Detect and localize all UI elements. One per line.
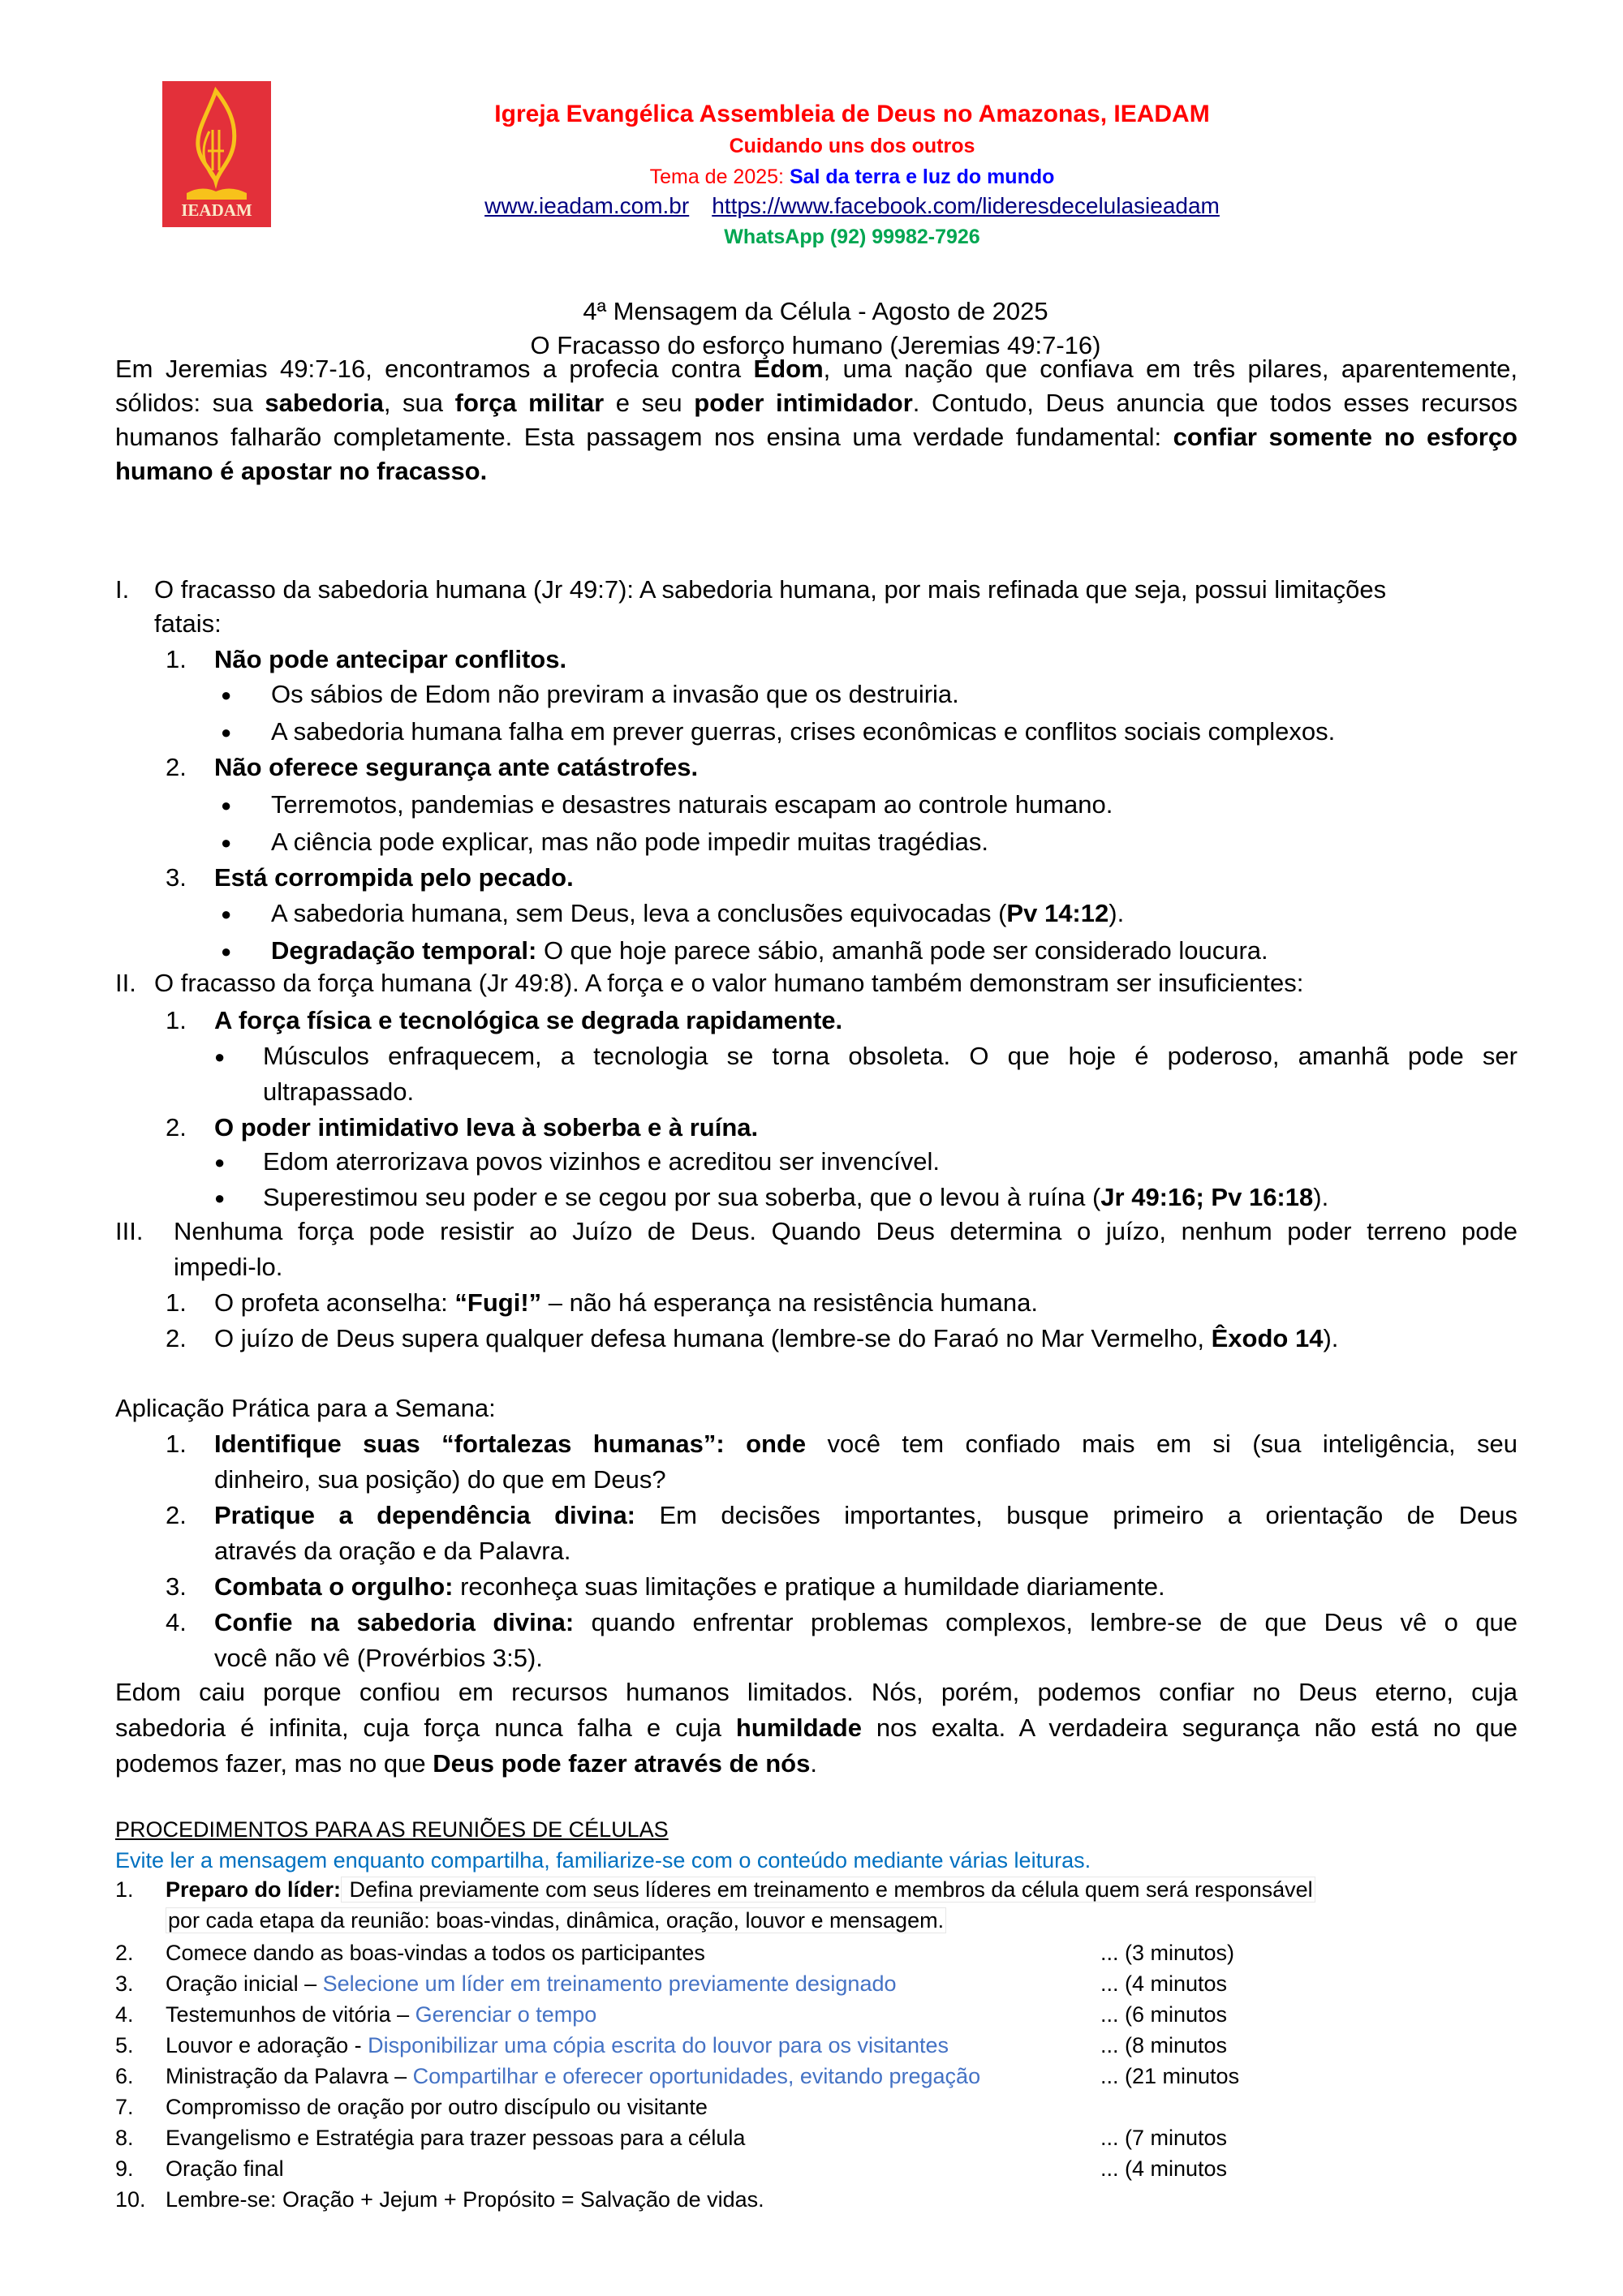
proc-10-number: 10.: [115, 2187, 146, 2212]
conclusion-l1: Edom caiu porque confiou em recursos humanos limitados. Nós, porém, podemos confiar no Deus eterno, cuja: [115, 1678, 1518, 1706]
proc-text: Evangelismo e Estratégia para trazer pessoas para a célula: [166, 2126, 746, 2150]
bullet-end: ).: [1109, 899, 1125, 927]
intro-text: [115, 352, 1518, 488]
bullet-icon: ●: [221, 722, 232, 742]
proc-bold: Preparo do líder:: [166, 1877, 342, 1902]
s3-item-1-text: [214, 1288, 1038, 1318]
message-subtitle: O Fracasso do esforço humano (Jeremias 49:7-16): [530, 331, 1101, 359]
proc-9-text: [166, 2156, 284, 2182]
s1-item-3-bullet-1: [271, 899, 1124, 928]
proc-guidance: Compartilhar e oferecer oportunidades, evitando pregação: [412, 2064, 981, 2088]
section-1-text-l1: O fracasso da sabedoria humana (Jr 49:7): A sabedoria humana, por mais refinada que seja, possui limitações: [154, 575, 1387, 604]
proc-10-text: [166, 2187, 764, 2212]
s2-item-2-title: O poder intimidativo leva à soberba e à ruína.: [214, 1113, 759, 1142]
proc-guidance: Selecione um líder em treinamento previamente designado: [322, 1971, 897, 1996]
bullet-ref: Pv 14:12: [1006, 899, 1109, 927]
bullet-icon: ●: [221, 941, 232, 961]
conclusion-l3: [115, 1749, 817, 1778]
conclusion-text: nos exalta. A verdadeira segurança não está no que: [861, 1713, 1518, 1742]
bullet-text: Superestimou seu poder e se cegou por sua soberba, que o levou à ruína (: [263, 1183, 1101, 1211]
church-name: Igreja Evangélica Assembleia de Deus no Amazonas, IEADAM: [494, 101, 1210, 127]
bullet-icon: ●: [214, 1152, 226, 1172]
message-title: 4ª Mensagem da Célula - Agosto de 2025: [583, 297, 1048, 325]
item-text: O juízo de Deus supera qualquer defesa humana (lembre-se do Faraó no Mar Vermelho,: [214, 1324, 1212, 1352]
s1-item-3-bullet-2: [271, 936, 1268, 965]
website-link[interactable]: www.ieadam.com.br: [484, 193, 690, 218]
s1-item-2-number: 2.: [166, 753, 187, 781]
s1-item-2-bullet-1: Terremotos, pandemias e desastres naturais escapam ao controle humano.: [271, 790, 1113, 819]
intro-bold-conclusion: confiar somente no esforço humano é apostar no fracasso.: [115, 423, 1518, 485]
app-item-bold: Pratique a dependência divina:: [214, 1501, 636, 1529]
conclusion-text: sabedoria é infinita, cuja força nunca falha e cuja: [115, 1713, 736, 1742]
section-1-number: I.: [115, 575, 130, 604]
s1-item-1-bullet-2: A sabedoria humana falha em prever guerras, crises econômicas e conflitos sociais complexos.: [271, 717, 1336, 746]
facebook-link[interactable]: https://www.facebook.com/lideresdecelulasieadam: [712, 193, 1220, 218]
s1-item-1-title: Não pode antecipar conflitos.: [214, 645, 567, 673]
procedures-note: Evite ler a mensagem enquanto compartilha, familiarize-se com o conteúdo mediante várias leituras.: [115, 1848, 1091, 1872]
s2-item-1-bullet-l1: Músculos enfraquecem, a tecnologia se torna obsoleta. O que hoje é poderoso, amanhã pode ser: [263, 1042, 1518, 1070]
s1-item-1-bullet-1: Os sábios de Edom não previram a invasão que os destruiria.: [271, 680, 959, 708]
app-item-2-number: 2.: [166, 1501, 187, 1529]
proc-6-text: [166, 2064, 980, 2089]
app-item-bold: Combata o orgulho:: [214, 1572, 454, 1601]
s1-item-1-number: 1.: [166, 645, 187, 673]
s3-item-1-number: 1.: [166, 1288, 187, 1317]
theme-value: Sal da terra e luz do mundo: [789, 166, 1055, 188]
proc-text: Ministração da Palavra –: [166, 2064, 413, 2088]
intro-text-3: , sua: [383, 389, 455, 417]
proc-4-text: [166, 2002, 596, 2027]
conclusion-bold: Deus pode fazer através de nós: [433, 1749, 811, 1778]
proc-3-number: 3.: [115, 1971, 134, 1996]
s2-item-2-number: 2.: [166, 1113, 187, 1142]
proc-8-number: 8.: [115, 2126, 134, 2150]
proc-9-number: 9.: [115, 2156, 134, 2181]
proc-6-number: 6.: [115, 2064, 134, 2088]
app-item-4-number: 4.: [166, 1608, 187, 1636]
proc-text: Testemunhos de vitória –: [166, 2002, 415, 2027]
logo-text: IEADAM: [181, 200, 252, 220]
app-item-text: você tem confiado mais em si (sua inteligência, seu: [806, 1430, 1518, 1458]
app-item-1-l1: [214, 1430, 1518, 1459]
proc-1-text-l2: [166, 1908, 946, 1933]
section-3-text-l2: impedi-lo.: [174, 1253, 283, 1281]
whatsapp-contact: WhatsApp (92) 99982-7926: [724, 226, 980, 248]
theme-line: [276, 166, 1428, 189]
intro-bold-poder: poder intimidador: [694, 389, 913, 417]
links-line: [276, 193, 1428, 219]
item-bold: Êxodo 14: [1211, 1324, 1324, 1352]
ieadam-logo: [162, 81, 271, 227]
app-item-bold: Confie na sabedoria divina:: [214, 1608, 575, 1636]
app-item-2-l1: [214, 1501, 1518, 1530]
application-heading: Aplicação Prática para a Semana:: [115, 1394, 496, 1422]
bullet-bold: Degradação temporal:: [271, 936, 537, 965]
proc-3-time: ... (4 minutos: [1100, 1971, 1228, 1996]
conclusion-text: .: [810, 1749, 817, 1778]
section-3-number: III.: [115, 1217, 144, 1245]
s2-item-2-bullet-2: [263, 1183, 1328, 1212]
church-motto: Cuidando uns dos outros: [729, 135, 975, 157]
proc-text: Lembre-se: Oração + Jejum + Propósito = Salvação de vidas.: [166, 2187, 764, 2212]
s2-item-1-title: A força física e tecnológica se degrada rapidamente.: [214, 1006, 843, 1034]
bullet-icon: ●: [214, 1047, 226, 1067]
item-end: – não há esperança na resistência humana.: [541, 1288, 1038, 1317]
proc-5-number: 5.: [115, 2033, 134, 2057]
s3-item-2-text: [214, 1324, 1338, 1353]
proc-guidance: Disponibilizar uma cópia escrita do louvor para os visitantes: [368, 2033, 949, 2057]
s1-item-3-title: Está corrompida pelo pecado.: [214, 863, 574, 892]
proc-text: Defina previamente com seus líderes em treinamento e membros da célula quem será responsável: [341, 1877, 1315, 1903]
s2-item-1-number: 1.: [166, 1006, 187, 1034]
proc-7-number: 7.: [115, 2095, 134, 2119]
proc-4-number: 4.: [115, 2002, 134, 2027]
s2-item-1-bullet-l2: ultrapassado.: [263, 1077, 415, 1106]
app-item-4-l1: [214, 1608, 1518, 1637]
bullet-icon: ●: [221, 795, 232, 815]
item-text: O profeta aconselha:: [214, 1288, 455, 1317]
bullet-icon: ●: [221, 904, 232, 924]
bullet-ref: Jr 49:16; Pv 16:18: [1100, 1183, 1314, 1211]
app-item-text: Em decisões importantes, busque primeiro a orientação de Deus: [635, 1501, 1518, 1529]
proc-1-text: [166, 1877, 1315, 1903]
intro-text-1: Em Jeremias 49:7-16, encontramos a profecia contra: [115, 355, 754, 383]
bullet-icon: ●: [221, 832, 232, 853]
proc-guidance: Gerenciar o tempo: [415, 2002, 597, 2027]
proc-5-text: [166, 2033, 949, 2058]
bullet-icon: ●: [221, 685, 232, 705]
s1-item-3-number: 3.: [166, 863, 187, 892]
app-item-1-number: 1.: [166, 1430, 187, 1458]
intro-text-4: e seu: [604, 389, 695, 417]
flame-book-icon: [162, 81, 271, 203]
theme-label: Tema de 2025:: [649, 166, 790, 188]
bullet-text: A sabedoria humana, sem Deus, leva a conclusões equivocadas (: [271, 899, 1007, 927]
app-item-2-l2: através da oração e da Palavra.: [214, 1537, 571, 1565]
proc-7-text: [166, 2095, 708, 2120]
section-1-text-l2: fatais:: [154, 609, 222, 638]
app-item-text: reconheça suas limitações e pratique a humildade diariamente.: [453, 1572, 1165, 1601]
conclusion-text: podemos fazer, mas no que: [115, 1749, 433, 1778]
proc-text: por cada etapa da reunião: boas-vindas, dinâmica, oração, louvor e mensagem.: [166, 1907, 946, 1933]
proc-2-time: ... (3 minutos): [1100, 1941, 1235, 1965]
intro-bold-edom: Edom: [753, 355, 824, 383]
proc-3-text: [166, 1971, 897, 1997]
proc-8-text: [166, 2126, 745, 2151]
proc-8-time: ... (7 minutos: [1100, 2126, 1228, 2150]
app-item-bold: Identifique suas “fortalezas humanas”: onde: [214, 1430, 807, 1458]
proc-9-time: ... (4 minutos: [1100, 2156, 1228, 2181]
item-bold: “Fugi!”: [454, 1288, 542, 1317]
proc-6-time: ... (21 minutos: [1100, 2064, 1240, 2088]
proc-4-time: ... (6 minutos: [1100, 2002, 1228, 2027]
intro-bold-sabedoria: sabedoria: [265, 389, 384, 417]
section-2-number: II.: [115, 969, 136, 997]
app-item-text: quando enfrentar problemas complexos, lembre-se de que Deus vê o que: [574, 1608, 1518, 1636]
app-item-1-l2: dinheiro, sua posição) do que em Deus?: [214, 1465, 666, 1494]
proc-text: Oração final: [166, 2156, 284, 2181]
item-end: ).: [1323, 1324, 1339, 1352]
bullet-text: O que hoje parece sábio, amanhã pode ser considerado loucura.: [536, 936, 1268, 965]
intro-text-5: . Contudo, Deus anuncia que todos esses recursos humanos falharão completamente. Esta passagem nos ensina uma verdade fundamental:: [115, 389, 1518, 451]
proc-1-number: 1.: [115, 1877, 134, 1902]
proc-text: Comece dando as boas-vindas a todos os participantes: [166, 1941, 705, 1965]
s2-item-2-bullet-1: Edom aterrorizava povos vizinhos e acreditou ser invencível.: [263, 1147, 940, 1176]
conclusion-bold: humildade: [735, 1713, 862, 1742]
app-item-3-number: 3.: [166, 1572, 187, 1601]
section-2-text: O fracasso da força humana (Jr 49:8). A força e o valor humano também demonstram ser insuficientes:: [154, 969, 1304, 997]
intro-text-2: , uma nação que confiava em três pilares, aparentemente, sólidos: sua: [115, 355, 1518, 417]
proc-2-text: [166, 1941, 705, 1966]
bullet-icon: ●: [214, 1188, 226, 1208]
intro-bold-forca: força militar: [454, 389, 605, 417]
app-item-3-l1: [214, 1572, 1165, 1602]
proc-5-time: ... (8 minutos: [1100, 2033, 1228, 2057]
proc-text: Oração inicial –: [166, 1971, 323, 1996]
proc-text: Louvor e adoração -: [166, 2033, 368, 2057]
s1-item-2-title: Não oferece segurança ante catástrofes.: [214, 753, 699, 781]
s1-item-2-bullet-2: A ciência pode explicar, mas não pode impedir muitas tragédias.: [271, 828, 988, 856]
bullet-end: ).: [1313, 1183, 1329, 1211]
section-3-text-l1: Nenhuma força pode resistir ao Juízo de Deus. Quando Deus determina o juízo, nenhum poder terreno pode: [174, 1217, 1518, 1245]
proc-text: Compromisso de oração por outro discípulo ou visitante: [166, 2095, 708, 2119]
procedures-heading: PROCEDIMENTOS PARA AS REUNIÕES DE CÉLULAS: [115, 1817, 669, 1842]
conclusion-l2: [115, 1713, 1518, 1743]
proc-2-number: 2.: [115, 1941, 134, 1965]
s3-item-2-number: 2.: [166, 1324, 187, 1352]
app-item-4-l2: você não vê (Provérbios 3:5).: [214, 1644, 543, 1672]
